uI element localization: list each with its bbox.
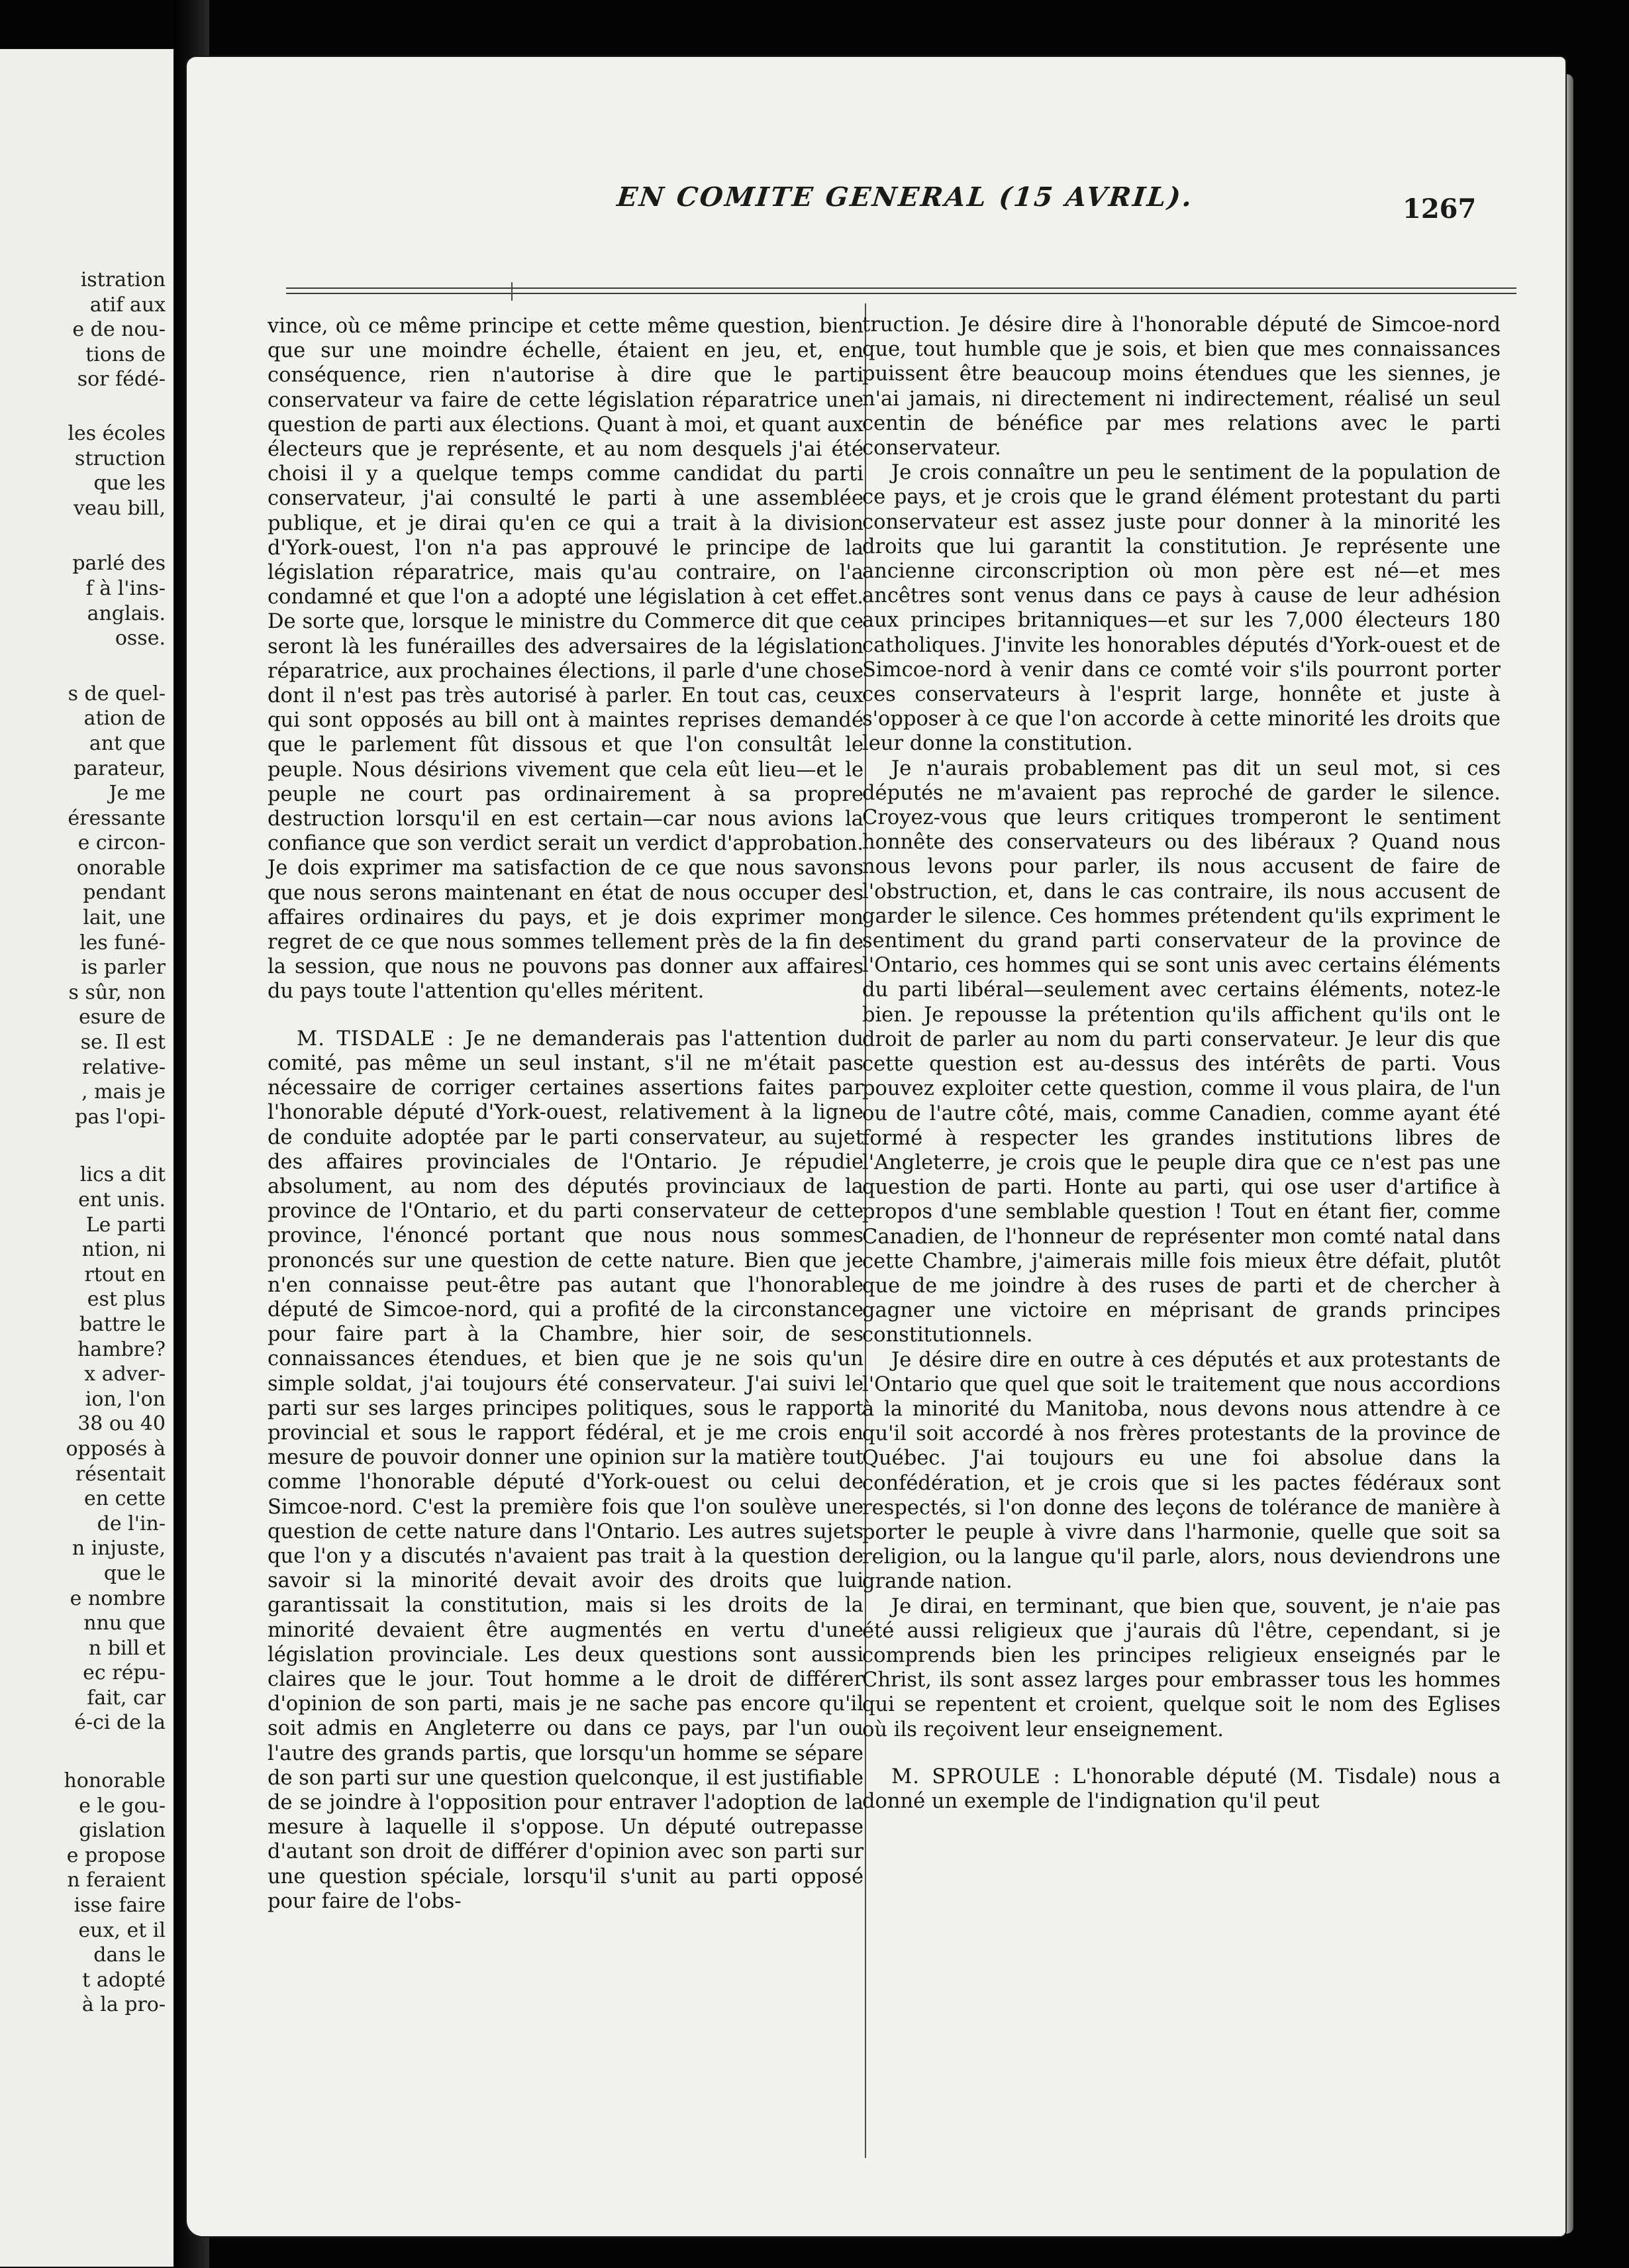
fragment-line: Je me: [109, 782, 166, 805]
fragment-line: les écoles: [68, 421, 166, 445]
fragment-line: veau bill,: [74, 496, 166, 520]
page-number: 1267: [1403, 193, 1477, 225]
fragment-line: en cette: [83, 1487, 166, 1511]
fragment-line: n feraient: [67, 1869, 166, 1892]
fragment-line: x adver-: [84, 1363, 166, 1386]
fragment-line: à la pro-: [81, 1993, 166, 2017]
fragment-line: anglais.: [87, 601, 166, 625]
fragment-line: atif aux: [89, 293, 166, 317]
fragment-line: e circon-: [77, 831, 166, 855]
fragment-line: eux, et il: [78, 1918, 166, 1942]
fragment-line: , mais je: [81, 1080, 166, 1104]
fragment-line: dans le: [93, 1943, 166, 1967]
speech-text: L'honorable député (M. Tisdale) nous a donné un exemple de l'indignation qu'il peut: [862, 1765, 1501, 1813]
speaker-name: M. SPROULE :: [891, 1765, 1061, 1788]
fragment-line: se. Il est: [80, 1031, 166, 1055]
facing-page-text: [0, 268, 166, 2018]
fragment-line: que le: [103, 1561, 166, 1585]
fragment-line: 38 ou 40: [77, 1412, 166, 1436]
fragment-line: éressante: [68, 806, 166, 830]
fragment-line: tions de: [85, 342, 166, 366]
fragment-line: n bill et: [88, 1636, 166, 1660]
header-rule: [286, 287, 1516, 289]
speech-paragraph: [862, 1765, 1501, 1814]
paragraph: truction. Je désire dire à l'honorable député de Simcoe-nord que, tout humble que je sois, et bien que mes connaissances puissent être beaucoup moins étendues que les siennes, je n'ai jamais, ni directement ni indirectement, réalisé un seul centin de bénéfice par mes relations avec le parti conservateur.: [862, 313, 1501, 460]
fragment-line: e propose: [66, 1843, 166, 1867]
header-rule: [286, 293, 1516, 294]
fragment-line: les funé-: [79, 931, 166, 954]
paragraph: Je n'aurais probablement pas dit un seul mot, si ces députés ne m'avaient pas reproché de garder le silence. Croyez-vous que leurs critiques tromperont le sentiment honnête des conservateurs ou des libéraux ? Quand nous nous levons pour parler, ils nous accusent de faire de l'obstruction, et, dans le cas contraire, ils nous accusent de garder le silence. Ces hommes prétendent qu'ils expriment le sentiment du grand parti conservateur de la province de l'Ontario, ces hommes qui se sont unis avec certains éléments du parti libéral—seulement avec certains éléments, notez-le bien. Je repousse la prétention qu'ils affichent qu'ils ont le droit de parler au nom du parti conservateur. Je leur dis que cette question est au-dessus des intérêts de parti. Vous pouvez exploiter cette question, comme il vous plaira, de l'un ou de l'autre côté, mais, comme Canadien, comme ayant été formé à respecter les grandes institutions libres de l'Angleterre, je crois que le peuple dira que ce n'est pas une question de parti. Honte au parti, qui ose user d'artifice à propos d'une semblable question ! Tout en étant fier, comme Canadien, de l'honneur de représenter mon comté natal dans cette Chambre, j'aimerais mille fois mieux être défait, plutôt que de me joindre à des ruses de parti et de chercher à gagner une victoire en méprisant de grands principes constitutionnels.: [862, 756, 1501, 1347]
fragment-line: e de nou-: [72, 318, 166, 342]
column-right: [862, 313, 1501, 1814]
fragment-line: opposés à: [66, 1437, 166, 1461]
fragment-line: isse faire: [74, 1894, 166, 1918]
fragment-line: rtout en: [84, 1263, 166, 1286]
paragraph: Je dirai, en terminant, que bien que, souvent, je n'aie pas été aussi religieux que j'aurais dû l'être, cependant, si je comprends bien les principes religieux enseignés par le Christ, ils sont assez larges pour embrasser tous les hommes qui se repentent et croient, quelque soit le nom des Eglises où ils reçoivent leur enseignement.: [862, 1594, 1501, 1741]
fragment-line: que les: [93, 472, 166, 495]
fragment-line: de l'in-: [97, 1512, 166, 1535]
main-page: [187, 57, 1565, 2236]
fragment-line: pendant: [83, 881, 166, 905]
fragment-line: Le parti: [85, 1213, 166, 1237]
fragment-line: relative-: [81, 1055, 166, 1079]
fragment-line: lics a dit: [79, 1163, 166, 1187]
fragment-line: n injuste,: [72, 1537, 166, 1561]
fragment-line: ant que: [89, 731, 166, 755]
fragment-line: honorable: [64, 1769, 166, 1793]
fragment-line: istration: [80, 268, 166, 291]
fragment-line: hambre?: [77, 1337, 166, 1361]
speech-text: Je ne demanderais pas l'attention du comité, pas même un seul instant, s'il ne m'était pas nécessaire de corriger certaines assertions faites par l'honorable député d'York-ouest, relativement à la ligne de conduite adoptée par le parti conservateur, au sujet des affaires provinciales de l'Ontario. Je répudie absolument, au nom des députés provinciaux de la province de l'Ontario, et du parti conservateur de cette province, l'énoncé portant que nous nous sommes prononcés sur une question de cette nature. Bien que je n'en connaisse peut-être pas autant que l'honorable député de Simcoe-nord, qui a profité de la circonstance pour faire part à la Chambre, hier soir, de ses connaissances étendues, et bien que je ne sois qu'un simple soldat, j'ai toujours été conservateur. J'ai suivi le parti sur ses larges principes politiques, sous le rapport provincial et sous le rapport fédéral, et je me crois en mesure de pouvoir donner une opinion sur la matière tout comme l'honorable député d'York-ouest ou celui de Simcoe-nord. C'est la première fois que l'on soulève une question de cette nature dans l'Ontario. Les autres sujets que l'on y a discutés n'avaient pas trait à la question de savoir si la minorité devait avoir des droits que lui garantissait la constitution, mais si les droits de la minorité devaient être augmentés en vertu d'une législation provinciale. Les deux questions sont aussi claires que le jour. Tout homme a le droit de différer d'opinion de son parti, mais je ne sache pas encore qu'il soit admis en Angleterre ou dans ce pays, par l'un ou l'autre des grands partis, que lorsqu'un homme se sépare de son parti sur une question quelconque, il est justifiable de se joindre à l'opposition pour entraver l'adoption de la mesure à laquelle il s'oppose. Un député outrepasse d'autant son droit de différer d'opinion avec son parti sur une question spéciale, lorsqu'il s'unit au parti opposé pour faire de l'obs-: [268, 1027, 864, 1913]
paragraph: Je désire dire en outre à ces députés et aux protestants de l'Ontario que quel que soit le traitement que nous accordions à la minorité du Manitoba, nous devons nous attendre à ce qu'il soit accordé à nos frères protestants de la province de Québec. J'ai toujours eu une foi absolue dans la confédération, et je crois que si les pactes fédéraux sont respectés, si l'on donne des leçons de tolérance de manière à porter le peuple à vivre dans l'harmonie, quelle que soit sa religion, ou la langue qu'il parle, alors, nous deviendrons une grande nation.: [862, 1348, 1501, 1594]
fragment-line: parateur,: [73, 756, 166, 780]
fragment-line: struction: [75, 446, 166, 470]
fragment-line: ent unis.: [78, 1188, 166, 1211]
fragment-line: s sûr, non: [68, 980, 166, 1004]
fragment-line: e nombre: [70, 1586, 166, 1610]
fragment-line: esure de: [78, 1005, 166, 1029]
fragment-line: résentait: [75, 1462, 166, 1486]
paragraph: Je crois connaître un peu le sentiment de la population de ce pays, et je crois que le grand élément protestant du parti conservateur est assez juste pour donner à la minorité les droits que lui garantit la constitution. Je représente une ancienne circonscription où mon père est né—et mes ancêtres sont venus dans ce pays à cause de leur adhésion aux principes britanniques—et sur les 7,000 électeurs 180 catholiques. J'invite les honorables députés d'York-ouest et de Simcoe-nord à venir dans ce comté voir s'ils pourront porter ces conservateurs à l'esprit large, honnête et juste à s'opposer à ce que l'on accorde à cette minorité les droits que leur donne la constitution.: [862, 461, 1501, 756]
fragment-line: est plus: [87, 1288, 166, 1312]
fragment-line: battre le: [79, 1312, 166, 1336]
fragment-line: nnu que: [83, 1612, 166, 1635]
fragment-line: f à l'ins-: [85, 576, 166, 600]
fragment-line: e le gou-: [79, 1794, 166, 1818]
fragment-line: fait, car: [87, 1686, 166, 1710]
fragment-line: ntion, ni: [81, 1238, 166, 1262]
fragment-line: s de quel-: [68, 682, 166, 705]
fragment-line: pas l'opi-: [75, 1105, 166, 1129]
fragment-line: sor fédé-: [77, 368, 166, 391]
fragment-line: gislation: [79, 1819, 166, 1843]
paragraph: vince, où ce même principe et cette même question, bien que sur une moindre échelle, étaient en jeu, et, en conséquence, rien n'autorise à dire que le parti conservateur va faire de cette législation réparatrice une question de parti aux élections. Quant à moi, et quant aux électeurs que je représente, et au nom desquels j'ai été choisi il y a quelque temps comme candidat du parti conservateur, j'ai consulté le parti à une assemblée publique, et je dirai qu'en ce qui a trait à la division d'York-ouest, l'on n'a pas approuvé le principe de la législation réparatrice, mais qu'au contraire, on l'a condamné et que l'on a adopté une législation à cet effet. De sorte que, lorsque le ministre du Commerce dit que ce seront là les funérailles des adversaires de la législation réparatrice, aux prochaines élections, il parle d'une chose dont il n'est pas très autorisé à parler. En tout cas, ceux qui sont opposés au bill ont à maintes reprises demandé que le parlement fût dissous et que l'on consultât le peuple. Nous désirions vivement que cela eût lieu—et le peuple ne court pas ordinairement à sa propre destruction lorsqu'il en est certain—car nous avions la confiance que son verdict serait un verdict d'approbation. Je dois exprimer ma satisfaction de ce que nous savons que nous serons maintenant en état de nous occuper des affaires ordinaires du pays, et je dois exprimer mon regret de ce que nous sommes tellement près de la fin de la session, que nous ne pouvons pas donner aux affaires du pays toute l'attention qu'elles méritent.: [268, 315, 864, 1004]
fragment-line: lait, une: [83, 906, 166, 930]
fragment-line: é-ci de la: [74, 1711, 166, 1735]
fragment-line: is parler: [81, 956, 166, 980]
facing-page-fragment: [0, 49, 173, 2267]
page-header: [187, 181, 1565, 234]
rule-tick: [511, 282, 513, 301]
fragment-line: onorable: [76, 856, 166, 880]
speech-paragraph: [268, 1027, 864, 1914]
fragment-line: ation de: [83, 707, 166, 731]
fragment-line: parlé des: [72, 552, 166, 576]
column-left: [268, 314, 864, 1914]
fragment-line: ion, l'on: [85, 1387, 166, 1411]
fragment-line: osse.: [115, 627, 166, 650]
fragment-line: t adopté: [82, 1968, 166, 1992]
speaker-name: M. TISDALE :: [297, 1027, 455, 1051]
running-title: EN COMITE GENERAL (15 AVRIL).: [615, 181, 1195, 213]
fragment-line: ec répu-: [83, 1661, 166, 1685]
